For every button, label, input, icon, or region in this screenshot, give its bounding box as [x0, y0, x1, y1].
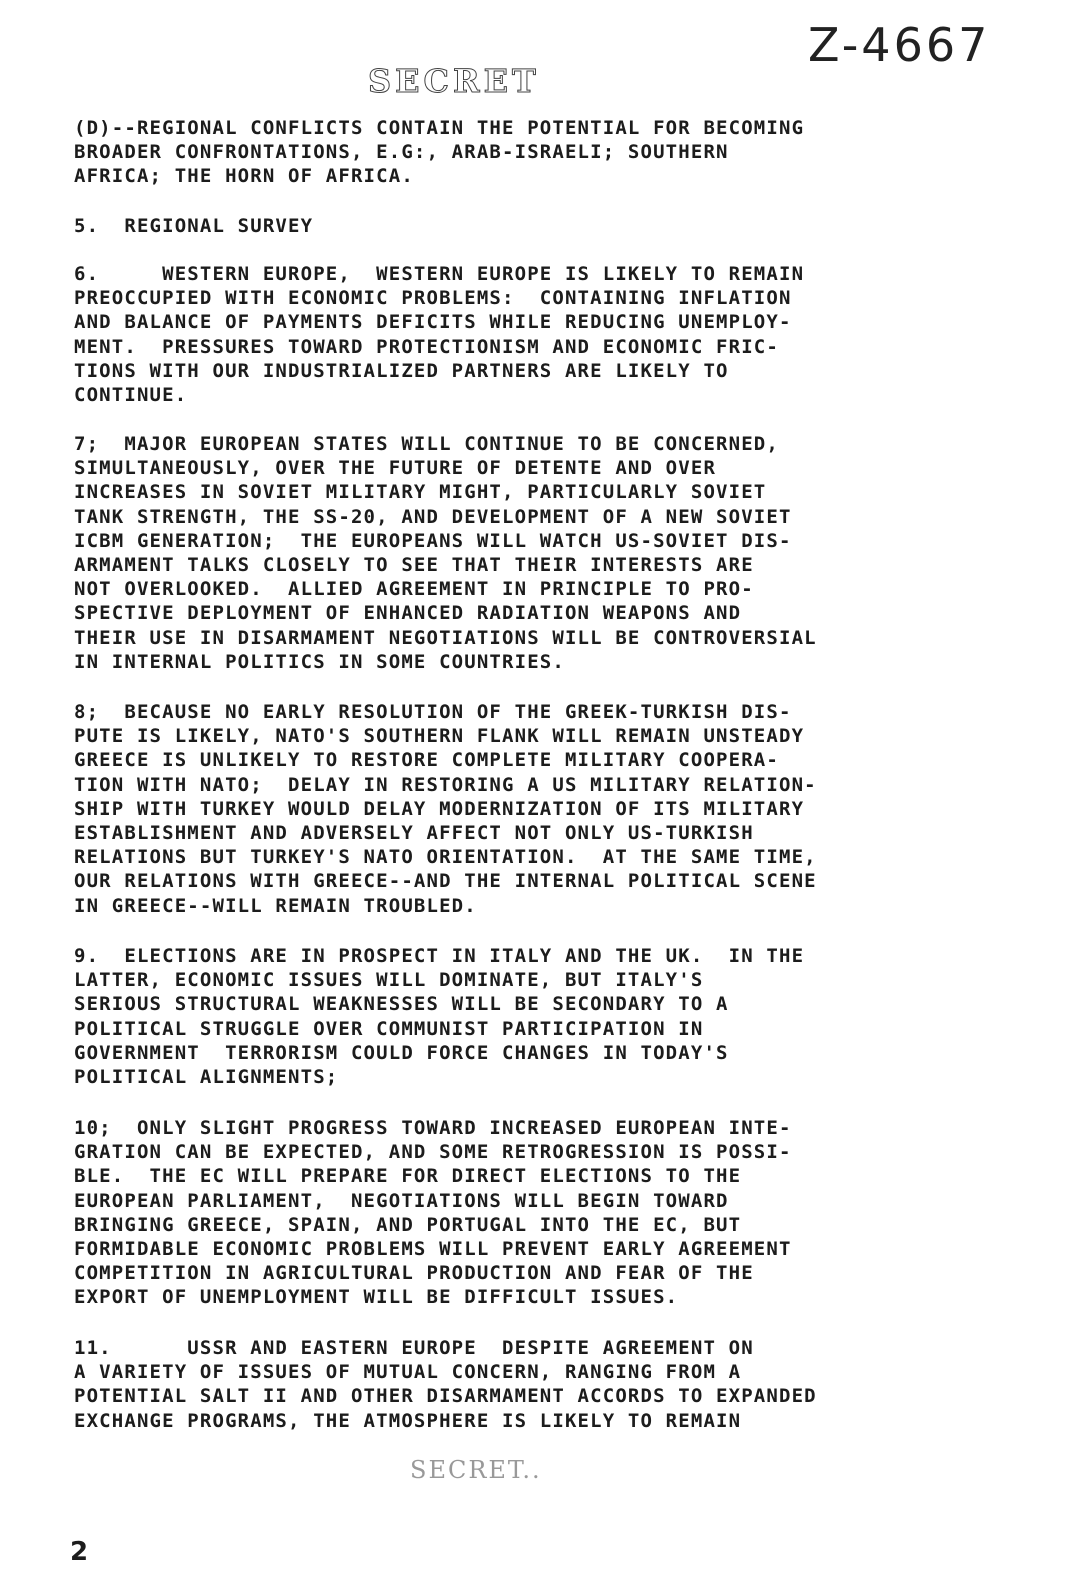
- paragraph-7: 7; MAJOR EUROPEAN STATES WILL CONTINUE TO BE CONCERNED, SIMULTANEOUSLY, OVER THE FUTURE OF DETENTE AND OVER INCREASES IN SOVIET MILITARY MIGHT, PARTICULARLY SOVIET TANK STRENGTH, THE SS-20, AND DEVELOPMENT OF A NEW SOVIET ICBM GENERATION; THE EUROPEANS WILL WATCH US-SOVIET DIS- ARMAMENT TALKS CLOSELY TO SEE THAT THEIR INTERESTS ARE NOT OVERLOOKED. ALLIED AGREEMENT IN PRINCIPLE TO PRO- SPECTIVE DEPLOYMENT OF ENHANCED RADIATION WEAPONS AND THEIR USE IN DISARMAMENT NEGOTIATIONS WILL BE CONTROVERSIAL IN INTERNAL POLITICS IN SOME COUNTRIES.: [74, 433, 817, 673]
- paragraph-9: 9. ELECTIONS ARE IN PROSPECT IN ITALY AND THE UK. IN THE LATTER, ECONOMIC ISSUES WILL DOMINATE, BUT ITALY'S SERIOUS STRUCTURAL WEAKNESSES WILL BE SECONDARY TO A POLITICAL STRUGGLE OVER COMMUNIST PARTICIPATION IN GOVERNMENT TERRORISM COULD FORCE CHANGES IN TODAY'S POLITICAL ALIGNMENTS;: [74, 945, 805, 1089]
- paragraph-d: (D)--REGIONAL CONFLICTS CONTAIN THE POTENTIAL FOR BECOMING BROADER CONFRONTATIONS, E.G:, ARAB-ISRAELI; SOUTHERN AFRICA; THE HORN OF AFRICA.: [74, 117, 805, 188]
- paragraph-8: 8; BECAUSE NO EARLY RESOLUTION OF THE GREEK-TURKISH DIS- PUTE IS LIKELY, NATO'S SOUTHERN FLANK WILL REMAIN UNSTEADY GREECE IS UNLIKELY TO RESTORE COMPLETE MILITARY COOPERA- TION WITH NATO; DELAY IN RESTORING A US MILITARY RELATION- SHIP WITH TURKEY WOULD DELAY MODERNIZATION OF ITS MILITARY ESTABLISHMENT AND ADVERSELY AFFECT NOT ONLY US-TURKISH RELATIONS BUT TURKEY'S NATO ORIENTATION. AT THE SAME TIME, OUR RELATIONS WITH GREECE--AND THE INTERNAL POLITICAL SCENE IN GREECE--WILL REMAIN TROUBLED.: [74, 701, 817, 917]
- paragraph-6: 6. WESTERN EUROPE, WESTERN EUROPE IS LIKELY TO REMAIN PREOCCUPIED WITH ECONOMIC PROBLEMS: CONTAINING INFLATION AND BALANCE OF PAYMENTS DEFICITS WHILE REDUCING UNEMPLOY- MENT. PRESSURES TOWARD PROTECTIONISM AND ECONOMIC FRIC- TIONS WITH OUR INDUSTRIALIZED PARTNERS ARE LIKELY TO CONTINUE.: [74, 263, 805, 407]
- page-number: 2: [70, 1537, 89, 1567]
- paragraph-5-heading: 5. REGIONAL SURVEY: [74, 215, 314, 237]
- classification-marking-top: SECRET: [368, 62, 540, 100]
- document-number: Z-4667: [808, 18, 991, 72]
- classification-marking-bottom: SECRET..: [410, 1456, 542, 1484]
- paragraph-11: 11. USSR AND EASTERN EUROPE DESPITE AGREEMENT ON A VARIETY OF ISSUES OF MUTUAL CONCERN, RANGING FROM A POTENTIAL SALT II AND OTHER DISARMAMENT ACCORDS TO EXPANDED EXCHANGE PROGRAMS, THE ATMOSPHERE IS LIKELY TO REMAIN: [74, 1337, 817, 1432]
- paragraph-10: 10; ONLY SLIGHT PROGRESS TOWARD INCREASED EUROPEAN INTE- GRATION CAN BE EXPECTED, AND SOME RETROGRESSION IS POSSI- BLE. THE EC WILL PREPARE FOR DIRECT ELECTIONS TO THE EUROPEAN PARLIAMENT, NEGOTIATIONS WILL BEGIN TOWARD BRINGING GREECE, SPAIN, AND PORTUGAL INTO THE EC, BUT FORMIDABLE ECONOMIC PROBLEMS WILL PREVENT EARLY AGREEMENT COMPETITION IN AGRICULTURAL PRODUCTION AND FEAR OF THE EXPORT OF UNEMPLOYMENT WILL BE DIFFICULT ISSUES.: [74, 1117, 792, 1309]
